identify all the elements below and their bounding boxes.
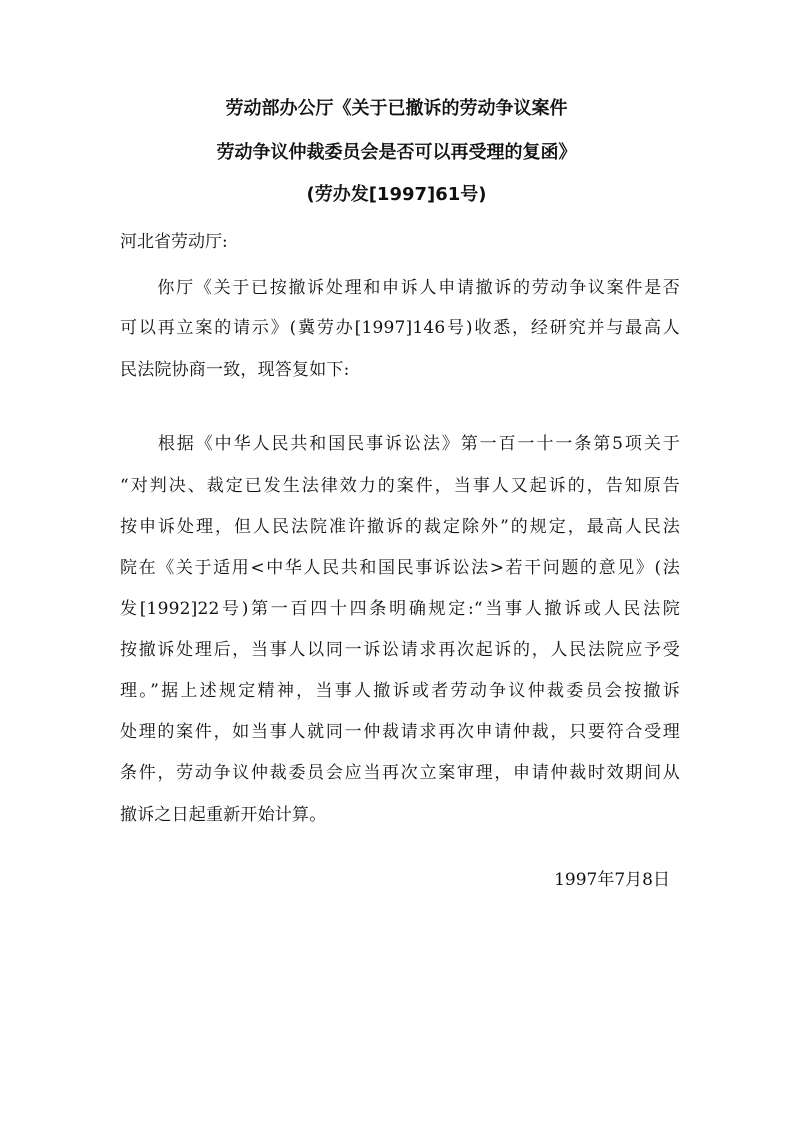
paragraph-2-line: 按申诉处理，但人民法院准许撤诉的裁定除外”的规定，最高人民法 <box>120 517 680 537</box>
document-date: 1997年7月8日 <box>554 870 670 890</box>
document-title-line-2: 劳动争议仲裁委员会是否可以再受理的复函》 <box>216 142 577 163</box>
document-title-line-1: 劳动部办公厅《关于已撤诉的劳动争议案件 <box>225 98 568 119</box>
document-number: (劳办发[1997]61号) <box>306 184 487 205</box>
paragraph-1-line: 民法院协商一致，现答复如下: <box>120 360 350 380</box>
paragraph-1-line: 可以再立案的请示》(冀劳办[1997]146号)收悉，经研究并与最高人 <box>120 318 680 338</box>
paragraph-2-line: 理。”据上述规定精神，当事人撤诉或者劳动争议仲裁委员会按撤诉 <box>120 681 680 701</box>
paragraph-2-line: 处理的案件，如当事人就同一仲裁请求再次申请仲裁，只要符合受理 <box>120 722 680 742</box>
paragraph-2-line: “对判决、裁定已发生法律效力的案件，当事人又起诉的，告知原告 <box>120 476 680 496</box>
paragraph-1-line: 你厅《关于已按撤诉处理和申诉人申请撤诉的劳动争议案件是否 <box>120 278 680 298</box>
paragraph-2-line: 发[1992]22号)第一百四十四条明确规定:“当事人撤诉或人民法院 <box>120 599 680 619</box>
paragraph-2-line: 撤诉之日起重新开始计算。 <box>120 805 327 825</box>
salutation: 河北省劳动厅: <box>120 232 228 252</box>
paragraph-2-line: 根据《中华人民共和国民事诉讼法》第一百一十一条第5项关于 <box>120 434 680 454</box>
paragraph-2-line: 条件，劳动争议仲裁委员会应当再次立案审理，申请仲裁时效期间从 <box>120 763 680 783</box>
paragraph-2-line: 按撤诉处理后，当事人以同一诉讼请求再次起诉的，人民法院应予受 <box>120 640 680 660</box>
paragraph-2-line: 院在《关于适用<中华人民共和国民事诉讼法>若干问题的意见》(法 <box>120 558 680 578</box>
